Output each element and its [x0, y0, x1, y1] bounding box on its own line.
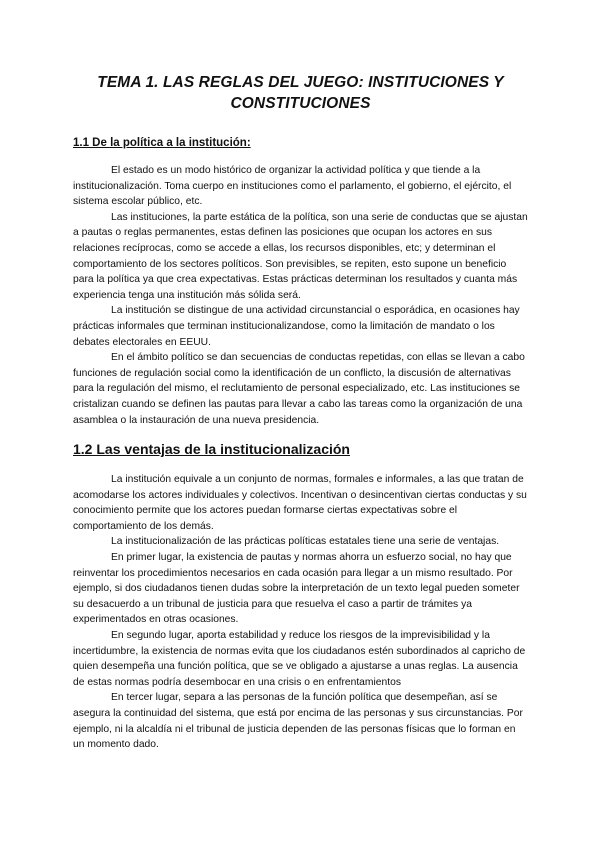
section-2-paragraph-4: En segundo lugar, aporta estabilidad y reduce los riesgos de la imprevisibilidad y la incertidumbre, la existencia de normas evita que los ciudadanos estén subordinados al capricho de quien desempeña una función política, que se ve obligado a ajustarse a unas reglas. La ausencia de estas normas podría desembocar en una crisis o en enfrentamientos	[73, 630, 526, 688]
section-1-body	[73, 163, 528, 428]
document-title: TEMA 1. LAS REGLAS DEL JUEGO: INSTITUCIONES Y CONSTITUCIONES	[97, 74, 504, 112]
section-1-paragraph-2: Las instituciones, la parte estática de la política, son una serie de conductas que se ajustan a pautas o reglas permanentes, estas definen las posiciones que ocupan los actores en sus relaciones recíprocas, como se accede a ellas, los recursos disponibles, etc; y determinan el comportamiento de los sectores políticos. Son previsibles, se repiten, esto supone un beneficio para la política ya que crea expectativas. Estas prácticas determinan los resultados y cuanta más experiencia tenga una institución más sólida será.	[73, 211, 528, 301]
section-1-heading: 1.1 De la política a la institución:	[73, 137, 251, 149]
section-1-paragraph-3: La institución se distingue de una actividad circunstancial o esporádica, en ocasiones hay prácticas informales que terminan institucionalizandose, como la limitación de mandato o los debates electorales en EEUU.	[73, 305, 520, 348]
section-2-body	[73, 472, 528, 753]
section-1-paragraph-1: El estado es un modo histórico de organizar la actividad política y que tiende a la institucionalización. Toma cuerpo en instituciones como el parlamento, el gobierno, el ejército, el sistema escolar público, etc.	[73, 165, 512, 208]
section-2-paragraph-5: En tercer lugar, separa a las personas de la función política que desempeñan, así se asegura la continuidad del sistema, que está por encima de las personas y sus circunstancias. Por ejemplo, ni la alcaldía ni el tribunal de justicia dependen de las personas físicas que lo forman en un momento dado.	[73, 692, 523, 751]
section-2-paragraph-1: La institución equivale a un conjunto de normas, formales e informales, a las que tratan de acomodarse los actores individuales y colectivos. Incentivan o desincentivan ciertas conductas y su conocimiento permite que los actores puedan formarse ciertas expectativas sobre el comportamiento de los demás.	[73, 474, 527, 532]
section-1-paragraph-4: En el ámbito político se dan secuencias de conductas repetidas, con ellas se llevan a cabo funciones de regulación social como la identificación de un conflicto, la discusión de alternativas para la regulación del mismo, el reclutamiento de personal especializado, etc. Las instituciones se cristalizan cuando se definen las pautas para llevar a cabo las tareas como la organización de una asamblea o la instauración de una nueva presidencia.	[73, 352, 525, 426]
section-2-paragraph-2: La institucionalización de las prácticas políticas estatales tiene una serie de ventajas.	[111, 536, 500, 548]
section-2-heading: 1.2 Las ventajas de la institucionalización	[73, 441, 350, 458]
section-2-paragraph-3: En primer lugar, la existencia de pautas y normas ahorra un esfuerzo social, no hay que reinventar los procedimientos necesarios en cada ocasión para llegar a un mismo resultado. Por ejemplo, si dos ciudadanos tienen dudas sobre la interpretación de un texto legal pueden someter su desacuerdo a un tribunal de justicia para que resuelva el caso a partir de trámites ya experimentados en otras ocasiones.	[73, 552, 520, 626]
